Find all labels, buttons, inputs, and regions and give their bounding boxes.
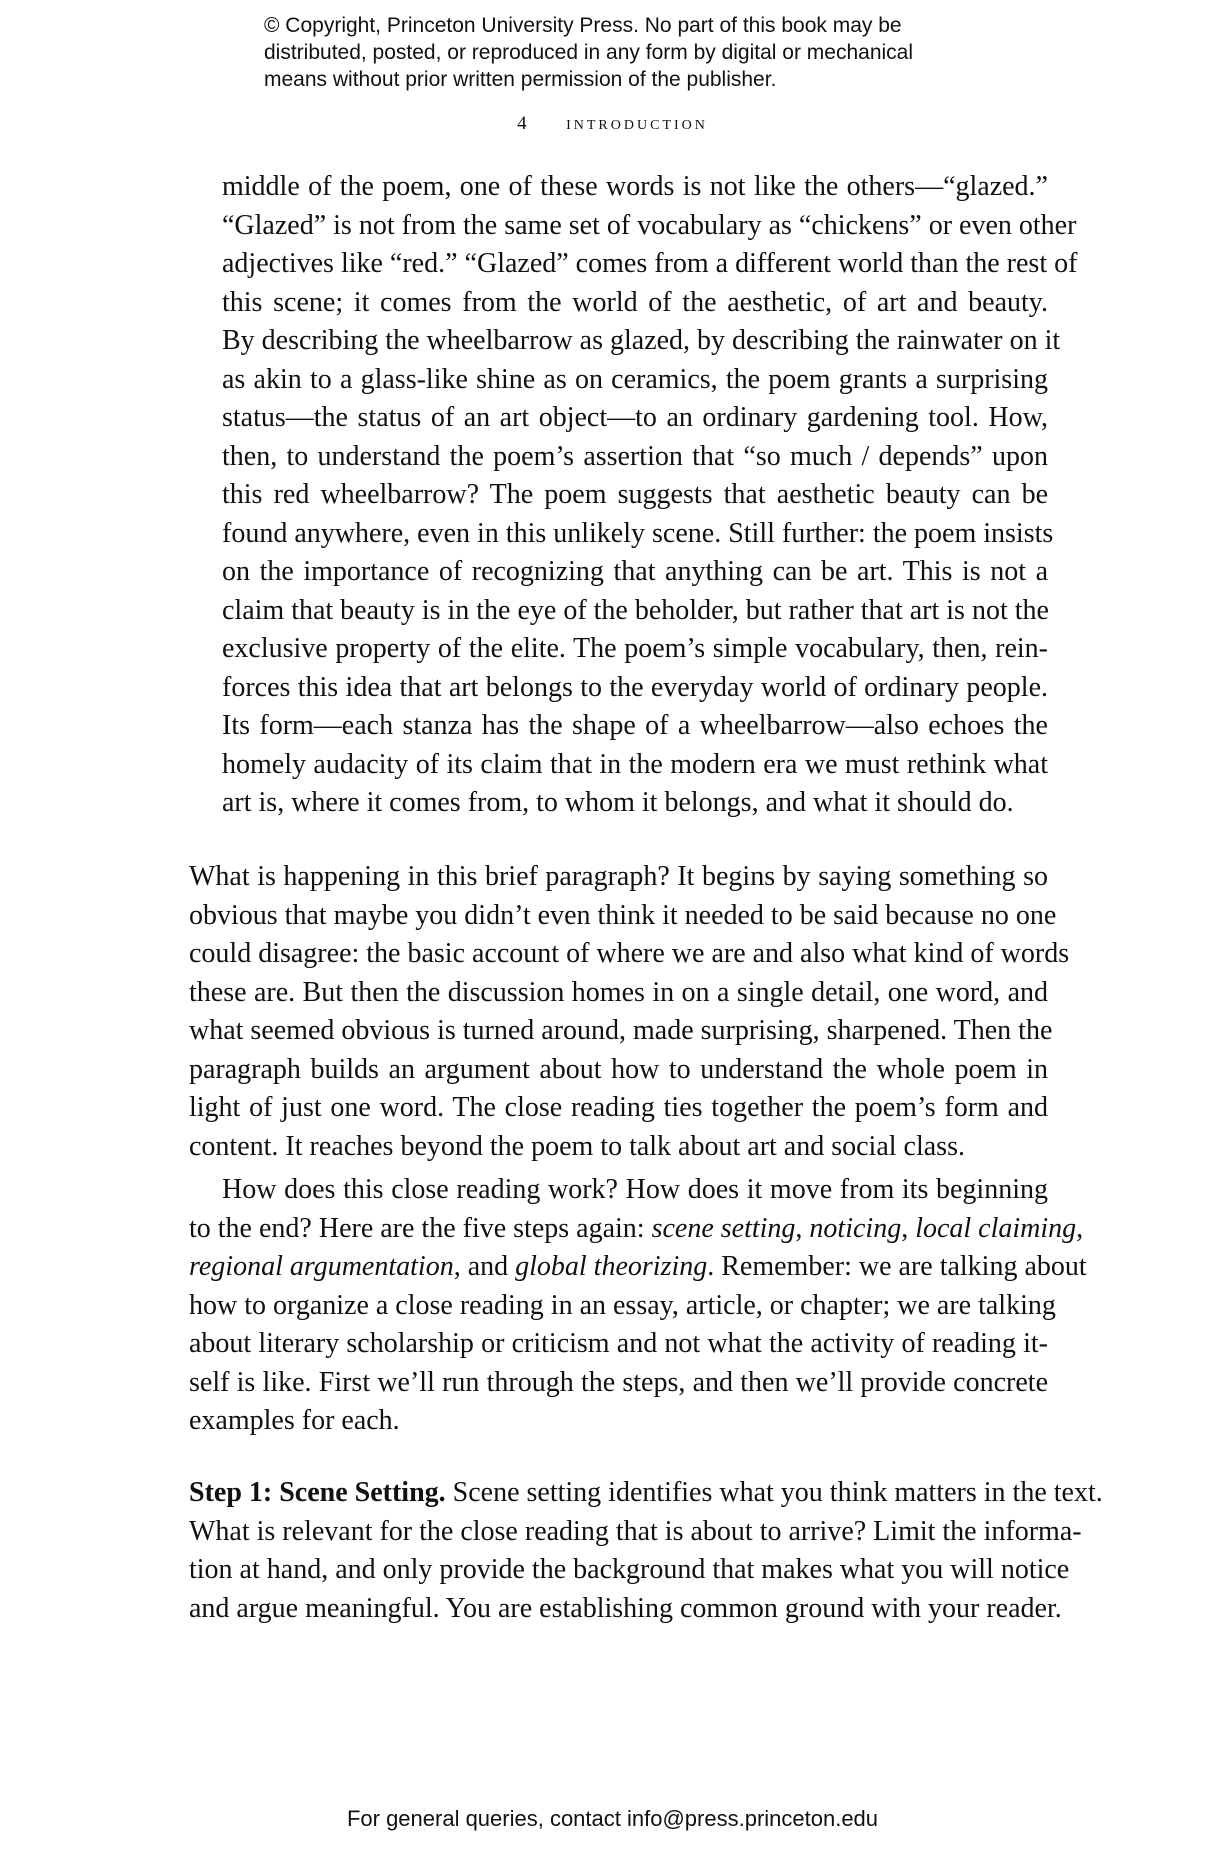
paragraph-line: tion at hand, and only provide the background that makes what you will notice: [189, 1554, 1070, 1585]
quote-line: found anywhere, even in this unlikely scene. Still further: the poem insists: [222, 517, 1054, 549]
paragraph-line: could disagree: the basic account of where we are and also what kind of words: [189, 938, 1070, 969]
running-title: introduction: [566, 112, 708, 134]
paragraph-line: obvious that maybe you didn’t even think it needed to be said because no one: [189, 899, 1057, 931]
quote-line: status—the status of an art object—to an ordinary gardening tool. How,: [222, 402, 1048, 433]
paragraph-line: light of just one word. The close reading ties together the poem’s form and: [189, 1092, 1048, 1123]
paragraph-line: and argue meaningful. You are establishing common ground with your reader.: [189, 1592, 1062, 1624]
paragraph-line: to the end? Here are the five steps again: scene setting, noticing, local claiming,: [189, 1212, 1084, 1244]
quote-line: forces this idea that art belongs to the everyday world of ordinary people.: [222, 671, 1048, 703]
paragraph-line: these are. But then the discussion homes in on a single detail, one word, and: [189, 976, 1048, 1008]
footer-contact: For general queries, contact info@press.princeton.edu: [346, 1806, 879, 1831]
copyright-line: © Copyright, Princeton University Press. No part of this book may be: [264, 14, 902, 37]
copyright-line: means without prior written permission of the publisher.: [264, 68, 777, 91]
quote-line: on the importance of recognizing that anything can be art. This is not a: [222, 556, 1048, 587]
step-name: noticing: [809, 1212, 902, 1244]
quote-line: art is, where it comes from, to whom it belongs, and what it should do.: [222, 787, 1014, 818]
quote-line: this scene; it comes from the world of the aesthetic, of art and beauty.: [222, 286, 1048, 318]
paragraph-line: about literary scholarship or criticism and not what the activity of reading it-: [189, 1328, 1048, 1359]
quote-line: as akin to a glass-like shine as on ceramics, the poem grants a surprising: [222, 363, 1048, 395]
page-number: 4: [517, 113, 527, 134]
copyright-notice: [264, 12, 984, 93]
block-quote: [222, 168, 1078, 823]
paragraph-line: regional argumentation, and global theorizing. Remember: we are talking about: [189, 1251, 1087, 1282]
paragraph-line: paragraph builds an argument about how to understand the whole poem in: [189, 1053, 1048, 1085]
quote-line: “Glazed” is not from the same set of vocabulary as “chickens” or even other: [222, 209, 1077, 241]
paragraph-line: What is happening in this brief paragraph? It begins by saying something so: [189, 861, 1048, 892]
body-paragraph: [189, 858, 1070, 1166]
paragraph-line: Step 1: Scene Setting. Scene setting identifies what you think matters in the text.: [189, 1477, 1103, 1508]
step-name: scene setting: [651, 1212, 796, 1244]
quote-line: Its form—each stanza has the shape of a wheelbarrow—also echoes the: [222, 710, 1048, 741]
quote-line: this red wheelbarrow? The poem suggests that aesthetic beauty can be: [222, 479, 1048, 510]
quote-line: then, to understand the poem’s assertion that “so much / depends” upon: [222, 440, 1048, 472]
quote-line: exclusive property of the elite. The poem’s simple vocabulary, then, rein-: [222, 633, 1048, 664]
quote-line: adjectives like “red.” “Glazed” comes from a different world than the rest of: [222, 248, 1078, 279]
paragraph-line: self is like. First we’ll run through the steps, and then we’ll provide concrete: [189, 1366, 1048, 1398]
paragraph-line: what seemed obvious is turned around, made surprising, sharpened. Then the: [189, 1015, 1053, 1046]
running-header: [0, 112, 1225, 135]
quote-line: middle of the poem, one of these words is not like the others—“glazed.”: [222, 171, 1048, 202]
paragraph-line: How does this close reading work? How does it move from its beginning: [222, 1174, 1048, 1205]
copyright-line: distributed, posted, or reproduced in any form by digital or mechanical: [264, 41, 914, 64]
step-name: regional argumentation: [189, 1251, 454, 1282]
step1-heading: Step 1: Scene Setting.: [189, 1477, 446, 1508]
step-name: global theorizing: [515, 1251, 708, 1282]
step-name: local claiming: [915, 1212, 1077, 1244]
quote-line: homely audacity of its claim that in the modern era we must rethink what: [222, 748, 1048, 780]
body-paragraph: [189, 1171, 1087, 1441]
paragraph-line: content. It reaches beyond the poem to talk about art and social class.: [189, 1130, 965, 1162]
quote-line: By describing the wheelbarrow as glazed, by describing the rainwater on it: [222, 325, 1061, 356]
paragraph-line: examples for each.: [189, 1405, 400, 1436]
paragraph-line: What is relevant for the close reading that is about to arrive? Limit the informa-: [189, 1515, 1082, 1547]
paragraph-line: how to organize a close reading in an essay, article, or chapter; we are talking: [189, 1289, 1056, 1321]
step1-paragraph: [189, 1474, 1103, 1628]
quote-line: claim that beauty is in the eye of the beholder, but rather that art is not the: [222, 594, 1049, 626]
